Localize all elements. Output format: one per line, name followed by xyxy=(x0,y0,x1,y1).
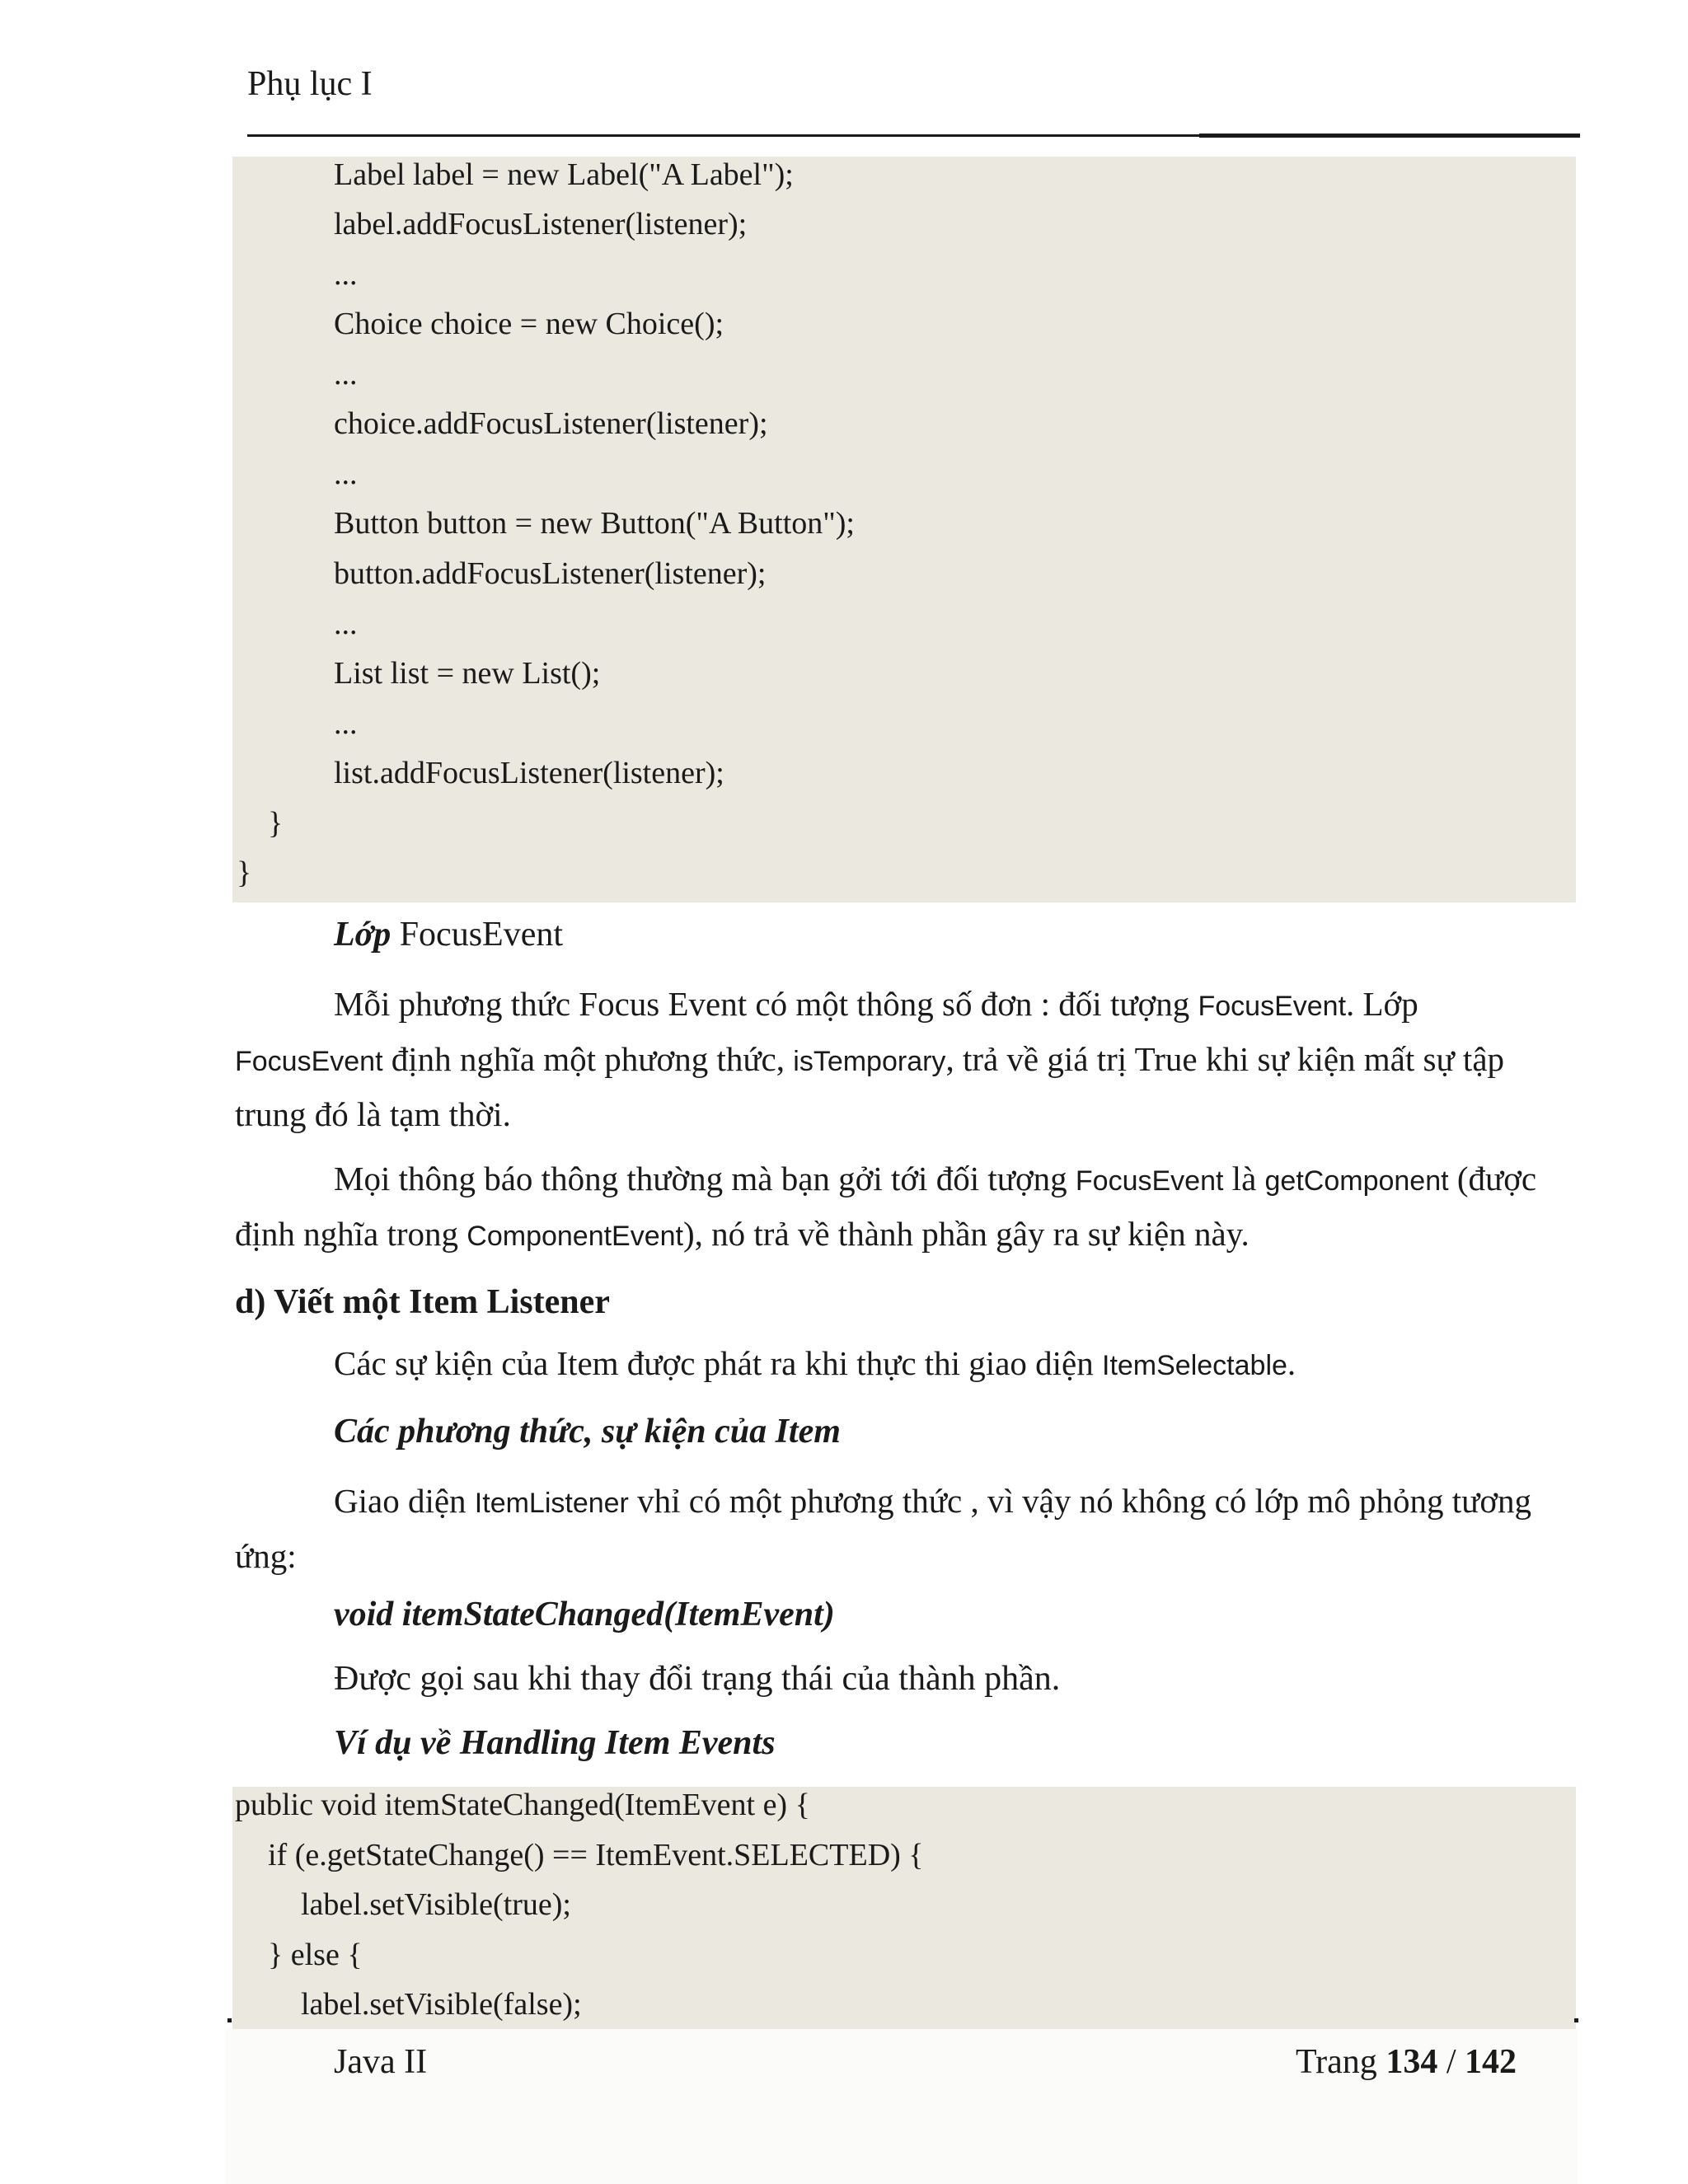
method-signature: void itemStateChanged(ItemEvent) xyxy=(334,1596,835,1633)
inline-code: ItemSelectable xyxy=(1102,1350,1287,1381)
page-separator: / xyxy=(1437,2043,1465,2081)
code-line: ... xyxy=(334,607,358,641)
item-listener-intro xyxy=(235,1337,1574,1392)
code-line: ... xyxy=(334,257,358,292)
class-heading-name: FocusEvent xyxy=(399,916,564,954)
section-heading-item-listener: d) Viết một Item Listener xyxy=(235,1283,610,1321)
class-heading-prefix: Lớp xyxy=(334,916,392,954)
text: . Lớp xyxy=(1346,985,1418,1023)
code-line: Label label = new Label("A Label"); xyxy=(334,157,794,192)
text: , trả về giá trị True khi sự kiện mất sự tập trung đó là tạm thời. xyxy=(235,1040,1505,1133)
text: ), nó trả về thành phần gây ra sự kiện này. xyxy=(683,1215,1250,1253)
page-total: 142 xyxy=(1464,2043,1517,2081)
code-line: ... xyxy=(334,457,358,491)
text: định nghĩa một phương thức, xyxy=(382,1040,794,1078)
code-line: label.setVisible(false); xyxy=(301,1987,582,2022)
code-line: } xyxy=(237,855,252,890)
inline-code: FocusEvent xyxy=(235,1046,383,1077)
focusevent-paragraph-2 xyxy=(235,1152,1574,1263)
text: Giao diện xyxy=(334,1482,475,1520)
text: Mỗi phương thức Focus Event có một thông số đơn : đối tượng xyxy=(334,985,1198,1023)
code-line: label.setVisible(true); xyxy=(301,1887,571,1922)
methods-paragraph xyxy=(235,1474,1574,1582)
footer-page-number xyxy=(1296,2042,1517,2082)
code-line: if (e.getStateChange() == ItemEvent.SELECTED) { xyxy=(268,1838,924,1872)
code-line: ... xyxy=(334,706,358,741)
header-divider-accent xyxy=(1199,134,1580,138)
code-line: Choice choice = new Choice(); xyxy=(334,307,724,341)
inline-code: FocusEvent xyxy=(1075,1165,1224,1197)
footer-mark-left xyxy=(227,2018,232,2022)
text: Các sự kiện của Item được phát ra khi thực thi giao diện xyxy=(334,1344,1102,1382)
inline-code: ComponentEvent xyxy=(467,1221,684,1252)
code-line: } else { xyxy=(268,1938,363,1972)
text: là xyxy=(1223,1160,1265,1197)
code-line: button.addFocusListener(listener); xyxy=(334,556,767,591)
code-line: list.addFocusListener(listener); xyxy=(334,756,724,790)
code-line: ... xyxy=(334,357,358,391)
class-heading-focusevent xyxy=(334,915,563,954)
text: . xyxy=(1287,1344,1296,1382)
method-description: Được gọi sau khi thay đổi trạng thái của thành phần. xyxy=(334,1660,1061,1698)
inline-code: FocusEvent xyxy=(1198,991,1347,1022)
page-current: 134 xyxy=(1386,2043,1438,2081)
text: vhỉ có một phương thức , vì vậy nó không có lớp mô phỏng tương ứng: xyxy=(235,1482,1532,1575)
example-heading: Ví dụ về Handling Item Events xyxy=(334,1724,776,1762)
inline-code: getComponent xyxy=(1264,1165,1449,1197)
inline-code: ItemListener xyxy=(474,1488,629,1519)
code-line: List list = new List(); xyxy=(334,656,601,691)
code-line: Button button = new Button("A Button"); xyxy=(334,506,855,541)
text: (được định nghĩa trong xyxy=(235,1160,1537,1253)
footer-course-title: Java II xyxy=(334,2043,428,2081)
code-block-focus-listeners xyxy=(232,157,1576,902)
focusevent-paragraph-1 xyxy=(235,977,1574,1141)
code-line: label.addFocusListener(listener); xyxy=(334,207,748,241)
page-prefix: Trang xyxy=(1296,2043,1386,2081)
methods-heading: Các phương thức, sự kiện của Item xyxy=(334,1413,841,1451)
code-line: } xyxy=(268,806,284,841)
page-header-title: Phụ lục I xyxy=(247,65,373,103)
text: Mọi thông báo thông thường mà bạn gởi tới đối tượng xyxy=(334,1160,1076,1197)
code-line: choice.addFocusListener(listener); xyxy=(334,406,768,441)
footer-mark-right xyxy=(1574,2018,1578,2022)
code-line: public void itemStateChanged(ItemEvent e) { xyxy=(235,1788,810,1822)
inline-code: isTemporary xyxy=(793,1046,946,1077)
code-block-item-events xyxy=(232,1787,1576,2029)
